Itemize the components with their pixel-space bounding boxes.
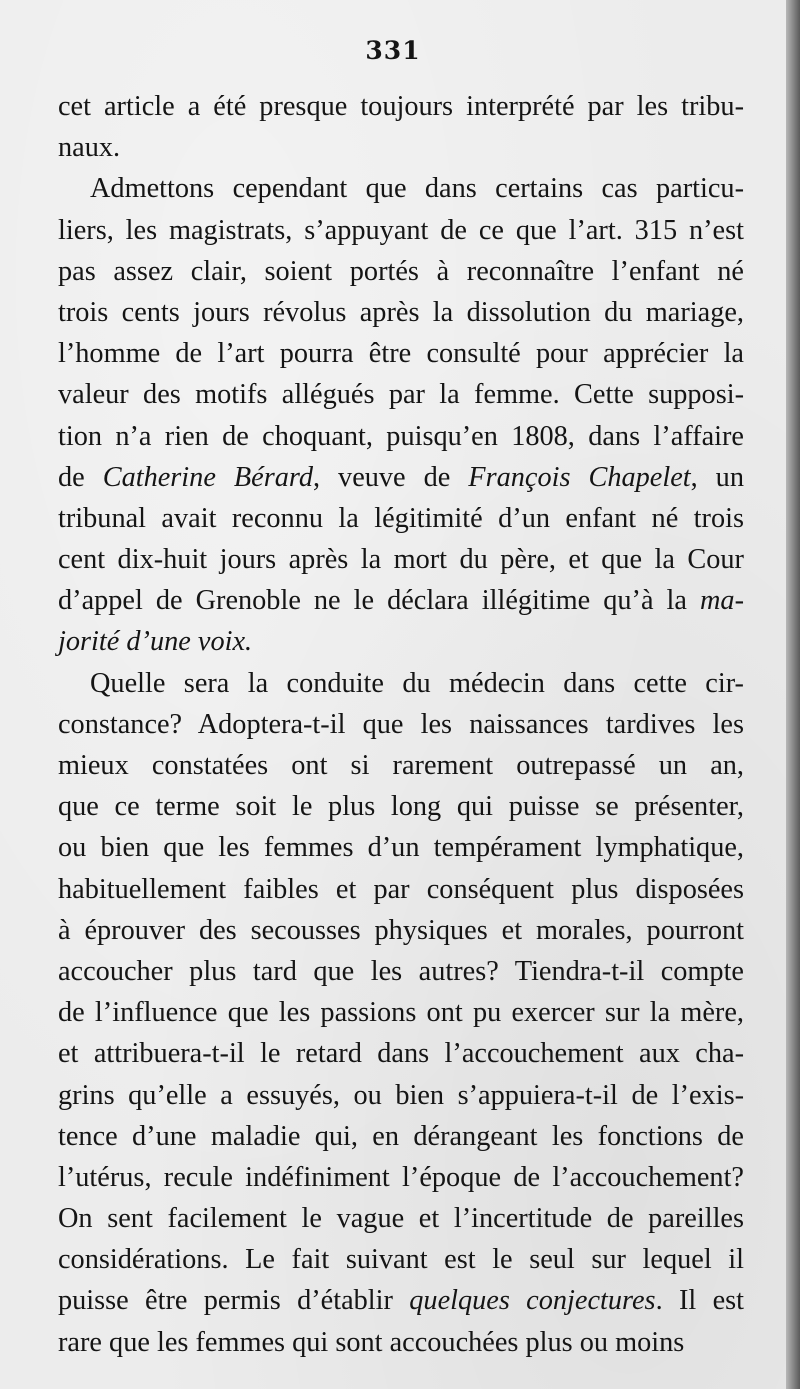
- text-run: que ce terme soit le plus long qui puisse se présenter,: [58, 791, 744, 823]
- text-run: cet article a été presque toujours interprété par les tribu-: [58, 91, 744, 122]
- text-line: [58, 86, 744, 127]
- body-text: [58, 86, 744, 1363]
- italic-text-run: quelques conjectures: [409, 1285, 656, 1317]
- text-line: [58, 992, 744, 1033]
- italic-text-run: ma-: [699, 585, 744, 617]
- text-line: [58, 745, 744, 786]
- text-run: Admettons cependant que dans certains cas particu-: [90, 173, 744, 205]
- text-run: à éprouver des secousses physiques et morales, pourront: [58, 914, 744, 946]
- text-run: pas assez clair, soient portés à reconnaître l’enfant né: [58, 255, 744, 287]
- text-run: grins qu’elle a essuyés, ou bien s’appuiera-t-il de l’exis-: [58, 1079, 744, 1111]
- text-run: accoucher plus tard que les autres? Tiendra-t-il compte: [58, 955, 744, 987]
- text-line: [58, 663, 744, 704]
- text-run: l’utérus, recule indéfiniment l’époque de l’accouchement?: [58, 1161, 744, 1193]
- text-run: considérations. Le fait suivant est le seul sur lequel il: [58, 1244, 744, 1276]
- text-run: tion n’a rien de choquant, puisqu’en 1808, dans l’affaire: [58, 420, 744, 452]
- text-run: de: [58, 461, 103, 493]
- text-run: tence d’une maladie qui, en dérangeant les fonctions de: [58, 1120, 744, 1152]
- text-line: [58, 374, 744, 415]
- text-line: [58, 1198, 744, 1239]
- text-run: mieux constatées ont si rarement outrepassé un an,: [58, 750, 744, 781]
- text-run: On sent facilement le vague et l’incertitude de pareilles: [58, 1203, 744, 1235]
- text-run: ou bien que les femmes d’un tempérament lymphatique,: [58, 832, 744, 864]
- text-run: . Il est: [655, 1285, 745, 1317]
- text-line: [58, 1322, 744, 1363]
- text-run: valeur des motifs allégués par la femme. Cette supposi-: [58, 379, 744, 411]
- text-line: [58, 416, 744, 457]
- italic-text-run: jorité d’une voix.: [58, 626, 253, 658]
- text-line: [58, 621, 744, 662]
- text-line: [58, 210, 744, 251]
- text-run: naux.: [58, 132, 121, 164]
- text-line: [58, 1280, 744, 1321]
- text-line: [58, 127, 744, 168]
- text-line: [58, 910, 744, 951]
- page-edge-shadow: [786, 0, 800, 1389]
- text-run: et attribuera-t-il le retard dans l’accouchement aux cha-: [58, 1038, 744, 1070]
- text-line: [58, 704, 744, 745]
- text-line: [58, 498, 744, 539]
- text-run: , veuve de: [312, 461, 469, 493]
- text-run: tribunal avait reconnu la légitimité d’un enfant né trois: [58, 502, 744, 534]
- text-line: [58, 539, 744, 580]
- text-line: [58, 1116, 744, 1157]
- text-run: trois cents jours révolus après la dissolution du mariage,: [58, 296, 744, 328]
- text-run: cent dix-huit jours après la mort du père, et que la Cour: [58, 544, 744, 576]
- text-run: l’homme de l’art pourra être consulté pour apprécier la: [58, 338, 744, 370]
- text-line: [58, 251, 744, 292]
- text-run: d’appel de Grenoble ne le déclara illégitime qu’à la: [58, 585, 700, 617]
- page-number: 331: [365, 36, 421, 65]
- text-run: , un: [690, 461, 744, 493]
- text-run: constance? Adoptera-t-il que les naissances tardives les: [58, 708, 744, 740]
- text-line: [58, 1033, 744, 1074]
- text-line: [58, 1239, 744, 1280]
- text-run: rare que les femmes qui sont accouchées plus ou moins: [58, 1326, 685, 1358]
- text-line: [58, 1075, 744, 1116]
- text-line: [58, 869, 744, 910]
- text-run: habituellement faibles et par conséquent plus disposées: [58, 873, 744, 905]
- text-line: [58, 457, 744, 498]
- text-line: [58, 1157, 744, 1198]
- text-run: de l’influence que les passions ont pu exercer sur la mère,: [58, 997, 744, 1029]
- text-run: liers, les magistrats, s’appuyant de ce que l’art. 315 n’est: [58, 214, 744, 246]
- italic-text-run: Catherine Bérard: [102, 461, 313, 493]
- text-run: puisse être permis d’établir: [58, 1285, 410, 1317]
- text-line: [58, 786, 744, 827]
- text-line: [58, 168, 744, 209]
- text-line: [58, 333, 744, 374]
- text-line: [58, 827, 744, 868]
- italic-text-run: François Chapelet: [468, 461, 691, 493]
- text-line: [58, 580, 744, 621]
- text-line: [58, 951, 744, 992]
- text-run: Quelle sera la conduite du médecin dans cette cir-: [90, 667, 744, 699]
- text-line: [58, 292, 744, 333]
